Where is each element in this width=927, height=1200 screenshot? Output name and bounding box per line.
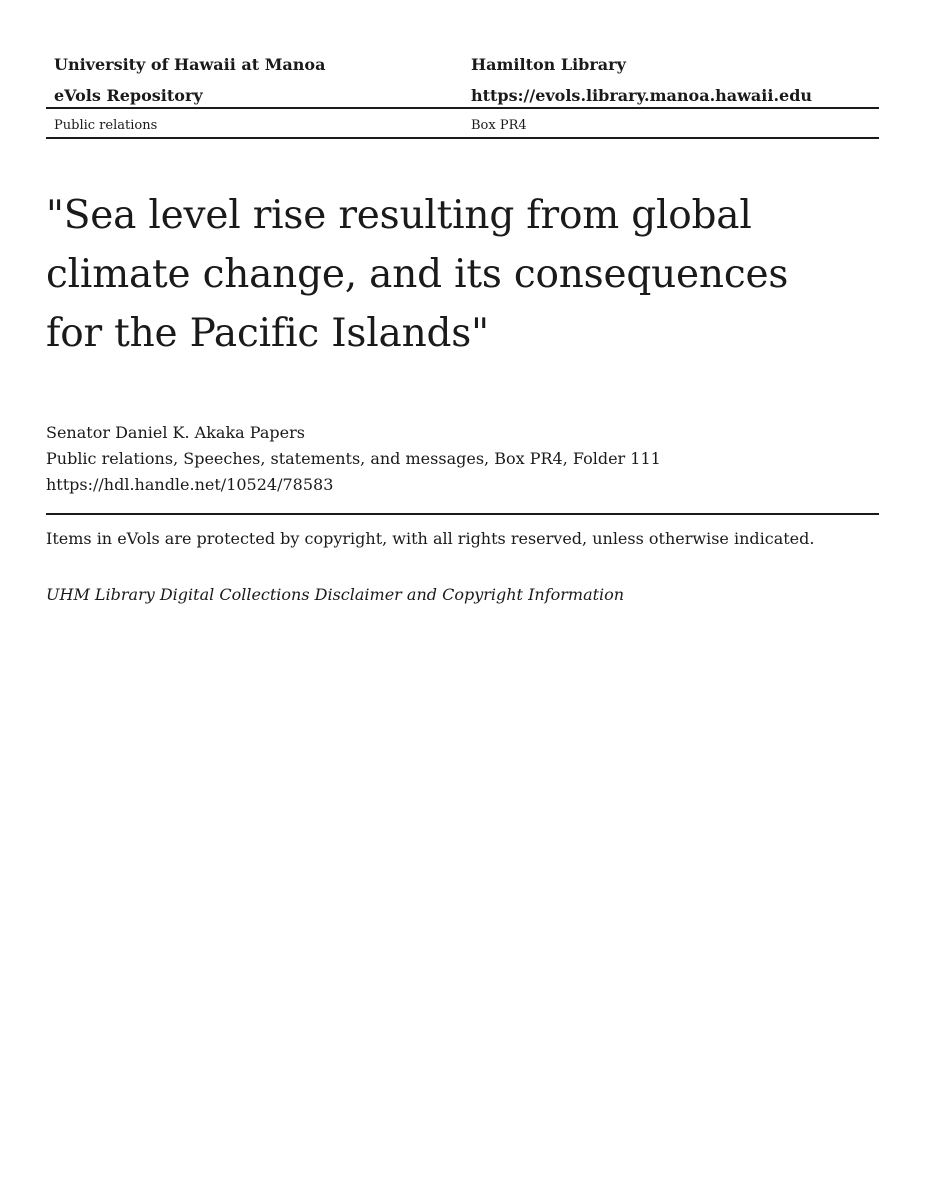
- library-name: Hamilton Library: [471, 55, 626, 74]
- institution-name: University of Hawaii at Manoa: [54, 55, 326, 74]
- header-divider-bottom: [46, 137, 879, 139]
- series-label: Public relations: [54, 118, 158, 133]
- header-row-top: [46, 54, 879, 76]
- metadata-divider: [46, 513, 879, 515]
- title-line-1: "Sea level rise resulting from global: [46, 193, 752, 238]
- document-metadata: [46, 420, 879, 498]
- title-line-2: climate change, and its consequences: [46, 252, 789, 297]
- title-line-3: for the Pacific Islands": [46, 311, 489, 356]
- repository-url[interactable]: https://evols.library.manoa.hawaii.edu: [471, 86, 813, 105]
- disclaimer-link[interactable]: UHM Library Digital Collections Disclaimer and Copyright Information: [46, 585, 625, 604]
- repository-name: eVols Repository: [54, 86, 203, 105]
- collection-name: Senator Daniel K. Akaka Papers: [46, 423, 305, 442]
- rights-statement: Items in eVols are protected by copyright, with all rights reserved, unless otherwise indicated.: [46, 529, 815, 548]
- header-divider-top: [46, 107, 879, 109]
- box-label: Box PR4: [471, 118, 527, 133]
- handle-link[interactable]: https://hdl.handle.net/10524/78583: [46, 475, 334, 494]
- folder-location: Public relations, Speeches, statements, and messages, Box PR4, Folder 111: [46, 449, 661, 468]
- header-row-bottom: [46, 85, 879, 107]
- document-title: [46, 186, 806, 363]
- header-subrow: [46, 117, 879, 135]
